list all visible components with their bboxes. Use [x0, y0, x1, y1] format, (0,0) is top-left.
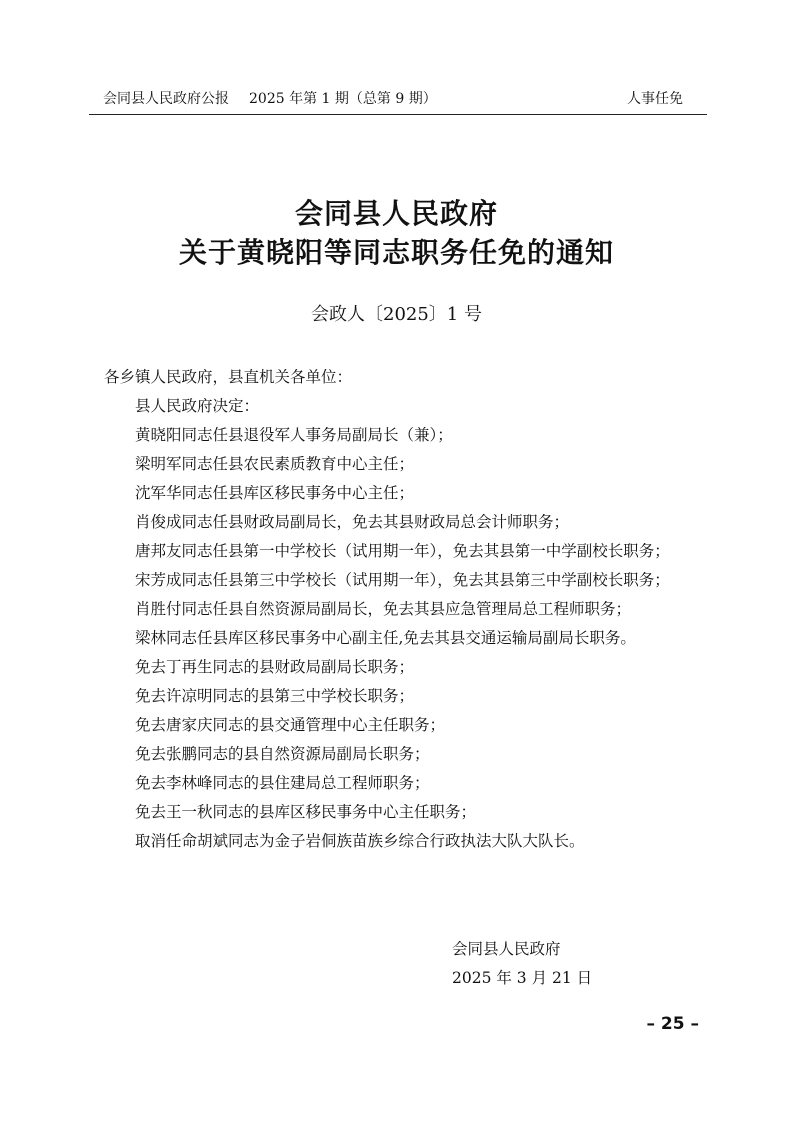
revocation-item: 取消任命胡斌同志为金子岩侗族苗族乡综合行政执法大队大队长。 — [135, 832, 585, 850]
appointment-item: 肖胜付同志任县自然资源局副局长，免去其县应急管理局总工程师职务； — [135, 600, 632, 618]
signature-block — [452, 935, 592, 993]
document-number: 会政人〔2025〕1 号 — [311, 304, 482, 325]
salutation: 各乡镇人民政府，县直机关各单位： — [104, 368, 353, 386]
page-number: – 25 – — [646, 1014, 699, 1034]
document-title-line-1: 会同县人民政府 — [294, 197, 498, 230]
document-title-line-2: 关于黄晓阳等同志职务任免的通知 — [178, 236, 614, 269]
appointment-item: 肖俊成同志任县财政局副局长，免去其县财政局总会计师职务； — [135, 513, 570, 531]
appointment-item: 唐邦友同志任县第一中学校长（试用期一年），免去其县第一中学副校长职务； — [135, 542, 670, 560]
notice-body — [104, 363, 694, 856]
removal-item: 免去丁再生同志的县财政局副局长职务； — [135, 658, 415, 676]
appointment-item: 黄晓阳同志任县退役军人事务局副局长（兼）； — [135, 426, 453, 444]
appointment-item: 梁林同志任县库区移民事务中心副主任,免去其县交通运输局副局长职务。 — [135, 629, 636, 647]
appointment-item: 沈军华同志任县库区移民事务中心主任； — [135, 484, 415, 502]
header-issue: 2025 年第 1 期（总第 9 期） — [249, 91, 437, 107]
signature-org: 会同县人民政府 — [452, 940, 561, 958]
header-publication: 会同县人民政府公报 — [103, 91, 229, 107]
running-header — [89, 86, 707, 115]
removal-item: 免去王一秋同志的县库区移民事务中心主任职务； — [135, 803, 477, 821]
header-left — [103, 88, 437, 108]
removal-item: 免去李林峰同志的县住建局总工程师职务； — [135, 774, 430, 792]
removal-item: 免去唐家庆同志的县交通管理中心主任职务； — [135, 716, 446, 734]
header-section: 人事任免 — [627, 91, 683, 107]
decision-intro: 县人民政府决定： — [135, 397, 260, 415]
appointment-item: 宋芳成同志任县第三中学校长（试用期一年），免去其县第三中学副校长职务； — [135, 571, 670, 589]
removal-item: 免去许凉明同志的县第三中学校长职务； — [135, 687, 415, 705]
removal-item: 免去张鹏同志的县自然资源局副局长职务； — [135, 745, 430, 763]
appointment-item: 梁明军同志任县农民素质教育中心主任； — [135, 455, 415, 473]
signature-date: 2025 年 3 月 21 日 — [452, 969, 593, 987]
